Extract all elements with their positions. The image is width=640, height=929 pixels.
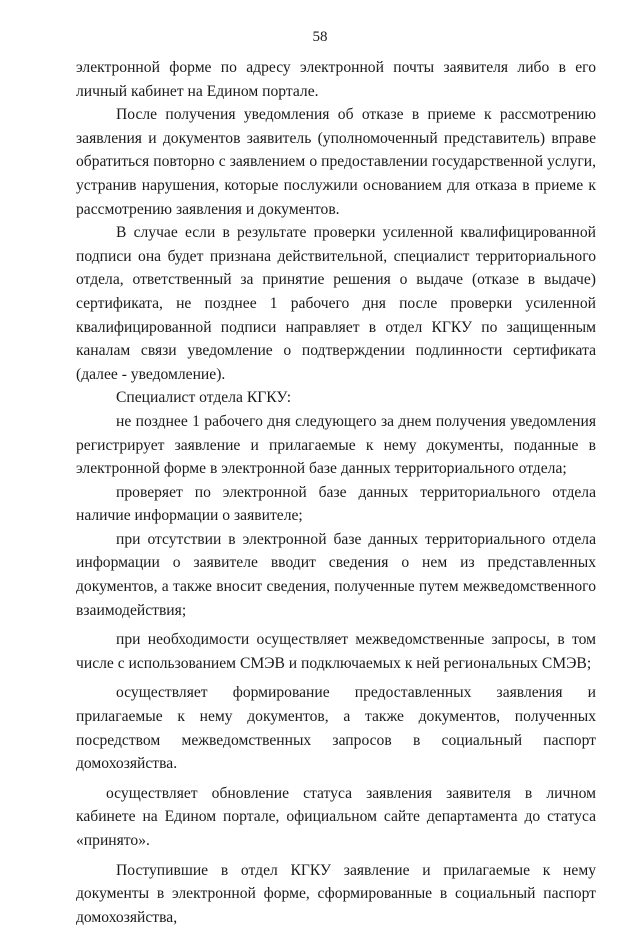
paragraph-2: После получения уведомления об отказе в приеме к рассмотрению заявления и документов заявитель (уполномоченный представитель) вправе обратиться повторно с заявлением о предоставлении государственной услуги, устранив нарушения, которые послужили основанием для отказа в приеме к рассмотрению заявления и документов. bbox=[76, 106, 596, 218]
document-body bbox=[76, 56, 596, 929]
paragraph-9: осуществляет формирование предоставленных заявления и прилагаемые к нему документов, а также документов, полученных посредством межведомственных запросов в социальный паспорт домохозяйства. bbox=[76, 684, 596, 773]
paragraph-11: Поступившие в отдел КГКУ заявление и прилагаемые к нему документы в электронной форме, сформированные в социальный паспорт домохозяйства, bbox=[76, 861, 596, 926]
paragraph-8: при необходимости осуществляет межведомственные запросы, в том числе с использованием СМЭВ и подключаемых к ней региональных СМЭВ; bbox=[76, 631, 596, 672]
paragraph-4: Специалист отдела КГКУ: bbox=[116, 389, 292, 407]
paragraph-6: проверяет по электронной базе данных территориального отдела наличие информации о заявителе; bbox=[76, 483, 596, 525]
paragraph-10: осуществляет обновление статуса заявления заявителя в личном кабинете на Едином портале, официальном сайте департамента до статуса «принято». bbox=[76, 784, 596, 849]
paragraph-7: при отсутствии в электронной базе данных территориального отдела информации о заявителе вводит сведения о нем из представленных документов, а также вносит сведения, полученные путем межведомственного взаимодействия; bbox=[76, 530, 596, 619]
paragraph-5: не позднее 1 рабочего дня следующего за днем получения уведомления регистрирует заявление и прилагаемые к нему документы, поданные в электронной форме в электронной базе данных территориального отдела; bbox=[76, 412, 596, 478]
paragraph-1: электронной форме по адресу электронной почты заявителя либо в его личный кабинет на Едином портале. bbox=[76, 59, 596, 100]
page-number: 58 bbox=[312, 29, 328, 45]
paragraph-3: В случае если в результате проверки усиленной квалифицированной подписи она будет признана действительной, специалист территориального отдела, ответственный за принятие решения о выдаче (отказе в выдаче) сертификата, не позднее 1 рабочего дня после проверки усиленной квалифицированной подписи направляет в отдел КГКУ по защищенным каналам связи уведомление о подтверждении подлинности сертификата (далее - уведомление). bbox=[76, 224, 596, 383]
